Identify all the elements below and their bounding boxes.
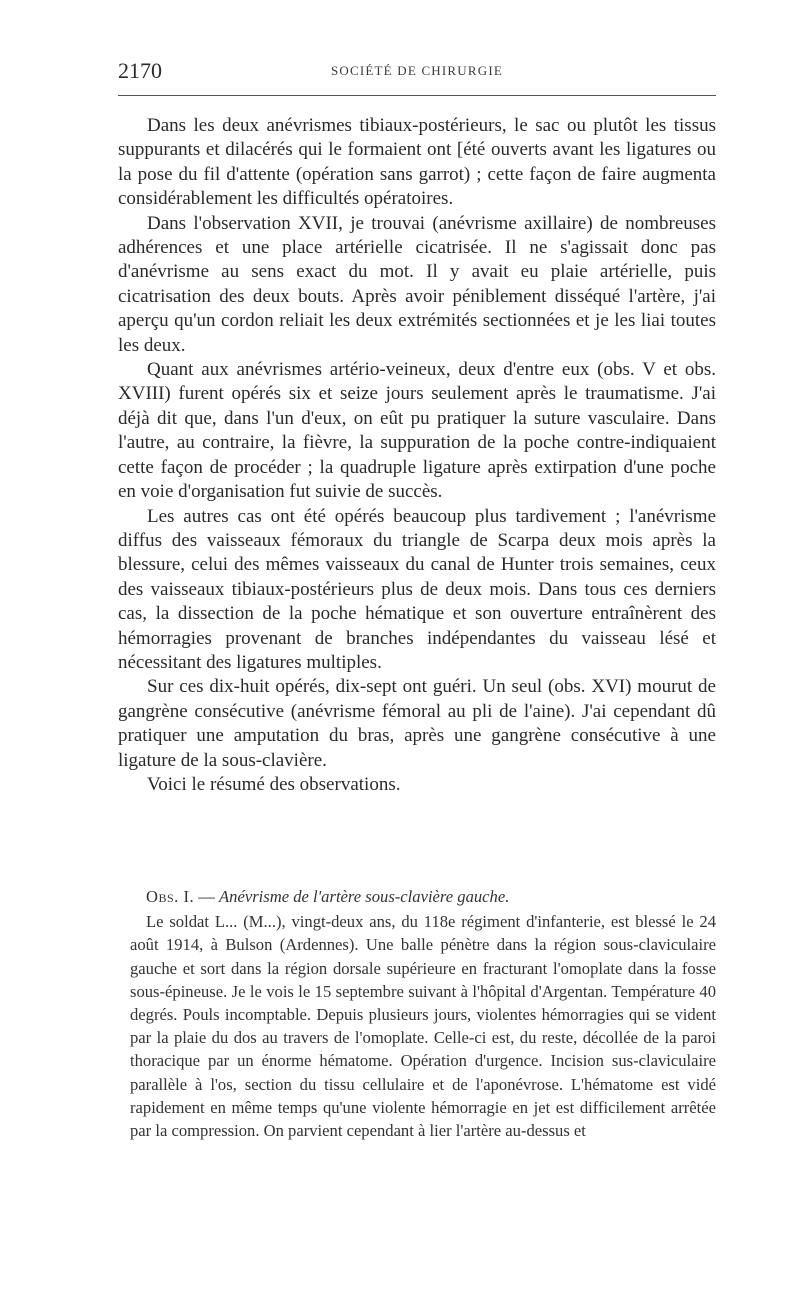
paragraph: Dans l'observation XVII, je trouvai (anévrisme axillaire) de nombreuses adhérences et une place artérielle cicatrisée. Il ne s'agissait donc pas d'anévrisme au sens exact du mot. Il y avait eu plaie artérielle, puis cicatrisation des deux bouts. Après avoir péniblement disséqué l'artère, j'ai aperçu qu'un cordon reliait les deux extrémités sectionnées et je les liai toutes les deux.	[118, 212, 716, 356]
observation-title: Anévrisme de l'artère sous-clavière gauche.	[219, 887, 510, 906]
observation-block	[130, 885, 716, 1142]
paragraph: Quant aux anévrismes artério-veineux, deux d'entre eux (obs. V et obs. XVIII) furent opérés six et seize jours seulement après le traumatisme. J'ai déjà dit que, dans l'un d'eux, on eût pu pratiquer la suture vasculaire. Dans l'autre, au contraire, la fièvre, la suppuration de la poche contre-indiquaient cette façon de procéder ; la quadruple ligature après extirpation d'une poche en voie d'organisation fut suivie de succès.	[118, 359, 716, 503]
paragraph: Voici le résumé des observations.	[147, 773, 401, 795]
running-title: SOCIÉTÉ DE CHIRURGIE	[330, 63, 504, 78]
observation-heading	[130, 885, 716, 908]
paragraph: Dans les deux anévrismes tibiaux-postérieurs, le sac ou plutôt les tissus suppurants et dilacérés qui le formaient ont [été ouverts avant les ligatures ou la pose du fil d'attente (opération sans garrot) ; cette façon de faire augmenta considérablement les difficultés opératoires.	[118, 115, 716, 210]
observation-label: Obs. I.	[146, 887, 195, 906]
observation-dash: —	[194, 887, 220, 906]
observation-text: Le soldat L... (M...), vingt-deux ans, du 118e régiment d'infanterie, est blessé le 24 août 1914, à Bulson (Ardennes). Une balle pénètre dans la région sous-claviculaire gauche et sort dans la région dorsale supérieure en fracturant l'omoplate dans la fosse sous-épineuse. Je le vois le 15 septembre suivant à l'hôpital d'Argentan. Température 40 degrés. Pouls incomptable. Depuis plusieurs jours, violentes hémorragies qui se vident par la plaie du dos au travers de l'omoplate. Celle-ci est, du reste, décollée de la paroi thoracique par un énorme hématome. Opération d'urgence. Incision sus-claviculaire parallèle à l'os, section du tissu cellulaire et de l'aponévrose. L'hématome est vidé rapidement en même temps qu'une violente hémorragie en jet est difficilement arrêtée par la compression. On parvient cependant à lier l'artère au-dessus et	[130, 912, 716, 1141]
header-rule	[118, 95, 716, 96]
page-number: 2170	[118, 58, 162, 83]
page-header	[118, 58, 716, 88]
main-text	[118, 114, 716, 797]
paragraph: Sur ces dix-huit opérés, dix-sept ont guéri. Un seul (obs. XVI) mourut de gangrène consécutive (anévrisme fémoral au pli de l'aine). J'ai cependant dû pratiquer une amputation du bras, après une gangrène consécutive à une ligature de la sous-clavière.	[118, 676, 716, 771]
paragraph: Les autres cas ont été opérés beaucoup plus tardivement ; l'anévrisme diffus des vaisseaux fémoraux du triangle de Scarpa deux mois après la blessure, celui des mêmes vaisseaux du canal de Hunter trois semaines, ceux des vaisseaux tibiaux-postérieurs plus de deux mois. Dans tous ces derniers cas, la dissection de la poche hématique et son ouverture entraînèrent des hémorragies provenant de branches indépendantes du vaisseau lésé et nécessitant des ligatures multiples.	[118, 505, 716, 673]
